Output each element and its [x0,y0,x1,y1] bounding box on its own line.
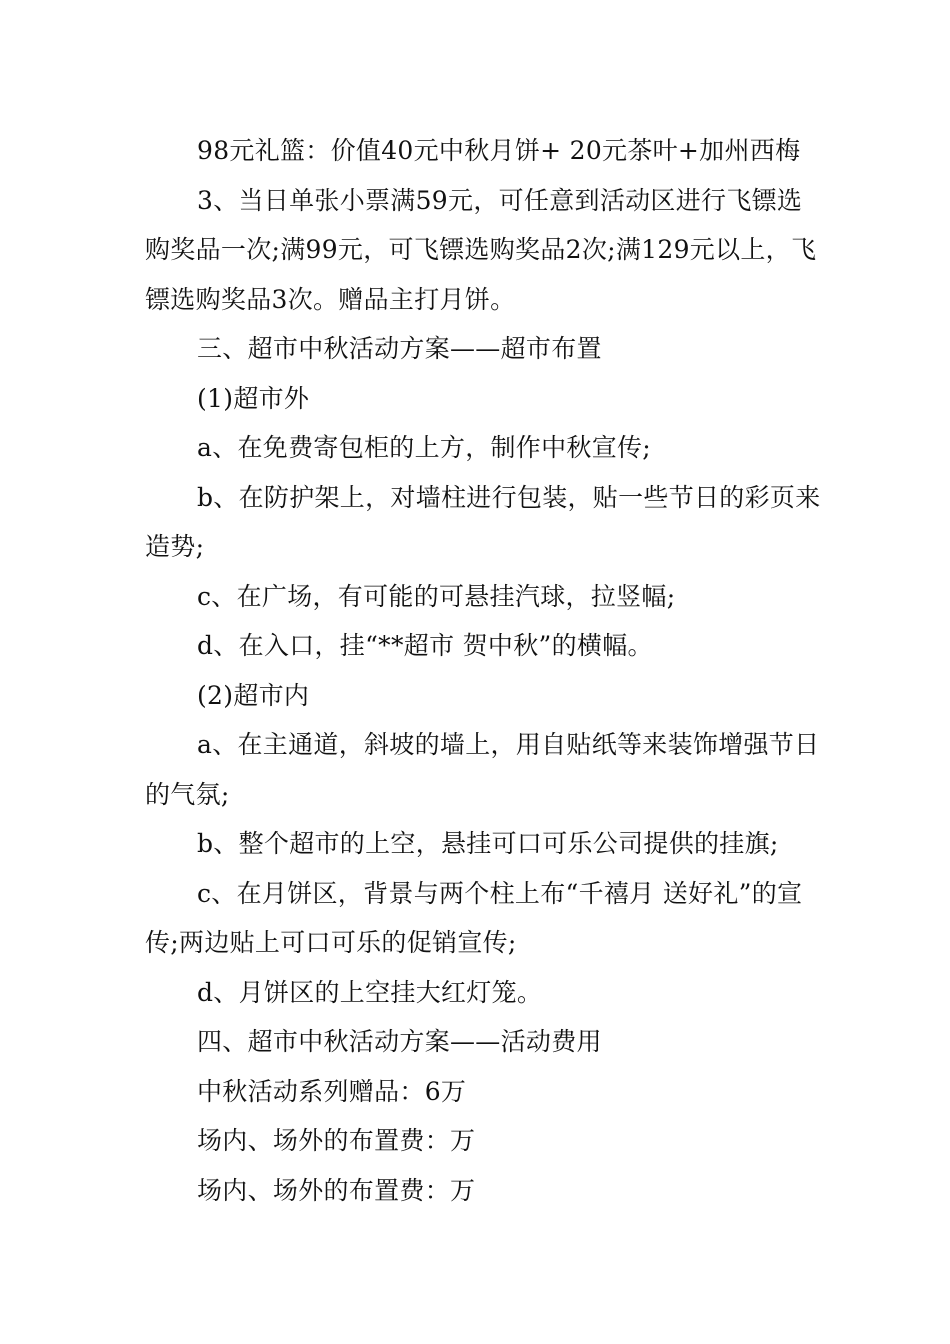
paragraph-inside-c: c、在月饼区，背景与两个柱上布“千禧月 送好礼”的宣传;两边贴上可口可乐的促销宣传; [145,878,803,957]
paragraph-outside-a: a、在免费寄包柜的上方，制作中秋宣传; [197,433,652,462]
paragraph-layout-cost-2: 场内、场外的布置费：万 [197,1175,476,1205]
document-body [145,126,825,1215]
section-heading-costs: 四、超市中秋活动方案——活动费用 [197,1027,602,1056]
paragraph-layout-cost-1: 场内、场外的布置费：万 [197,1126,476,1155]
subheading-inside: (2)超市内 [197,680,310,710]
subheading-outside: (1)超市外 [197,383,310,413]
paragraph-inside-d: d、月饼区的上空挂大红灯笼。 [197,977,543,1007]
paragraph-receipt-darts: 3、当日单张小票满59元，可任意到活动区进行飞镖选购奖品一次;满99元，可飞镖选购奖品2次;满129元以上，飞镖选购奖品3次。赠品主打月饼。 [145,185,817,314]
section-heading-layout: 三、超市中秋活动方案——超市布置 [197,334,602,363]
paragraph-gift-cost: 中秋活动系列赠品：6万 [197,1076,467,1106]
paragraph-inside-b: b、整个超市的上空，悬挂可口可乐公司提供的挂旗; [197,829,779,858]
paragraph-outside-d: d、在入口，挂“**超市 贺中秋”的横幅。 [197,631,653,660]
paragraph-outside-c: c、在广场，有可能的可悬挂汽球，拉竖幅; [197,581,676,611]
paragraph-gift-basket: 98元礼篮：价值40元中秋月饼+ 20元茶叶+加州西梅 [197,136,801,165]
paragraph-inside-a: a、在主通道，斜坡的墙上，用自贴纸等来装饰增强节日的气氛; [145,730,820,809]
paragraph-outside-b: b、在防护架上，对墙柱进行包装，贴一些节日的彩页来造势; [145,482,821,561]
